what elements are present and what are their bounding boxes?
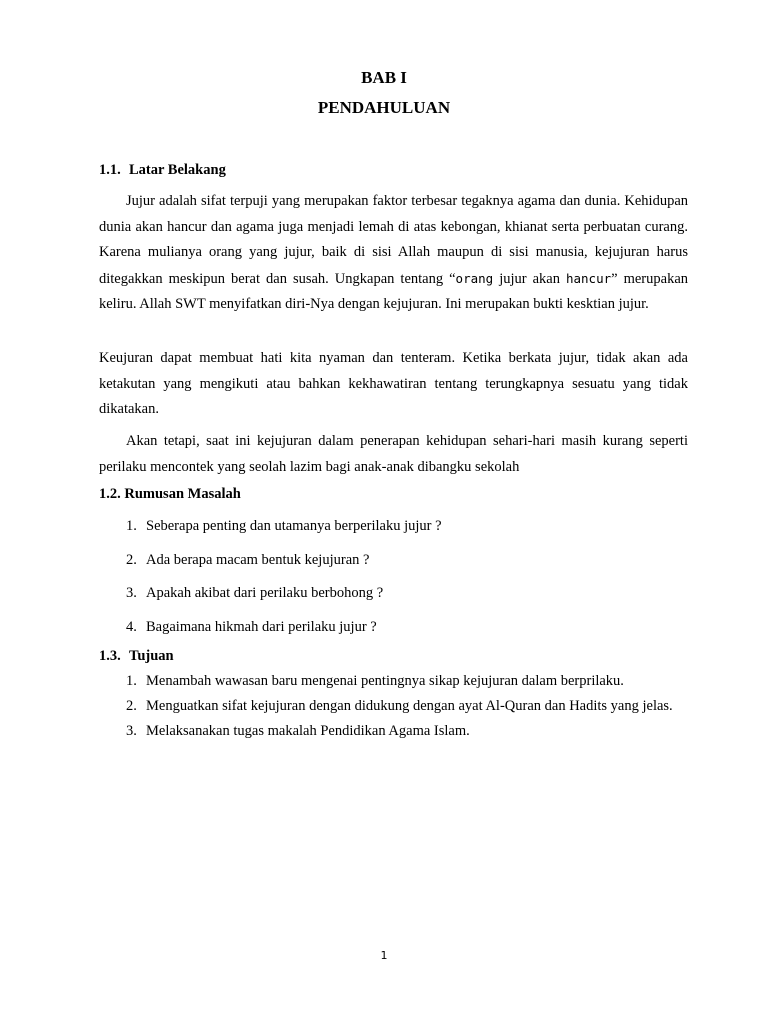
list-item [126,669,688,694]
list-item-number: 3. [126,723,137,739]
list-item-text: Apakah akibat dari perilaku berbohong ? [146,585,384,601]
list-item [126,617,688,637]
list-item-text: Ada berapa macam bentuk kejujuran ? [146,551,370,568]
section-heading-latar-belakang [99,162,226,179]
paragraph-text: jujur akan [493,270,566,287]
chapter-number: BAB I [361,68,407,87]
list-item-number: 2. [126,551,137,568]
list-item-text: Melaksanakan tugas makalah Pendidikan Agama Islam. [146,723,470,739]
list-item [126,719,688,744]
tujuan-list [126,669,688,744]
paragraph-text: ” merupakan keliru. Allah SWT menyifatkan diri-Nya dengan kejujuran. Ini merupakan bukti kesktian jujur. [99,270,689,312]
section-heading-tujuan [99,648,174,665]
list-item-number: 1. [126,673,137,689]
paragraph-latar-1 [99,189,688,318]
section-number: 1.1. [99,162,121,178]
chapter-title: PENDAHULUAN [317,98,451,117]
list-item [126,694,688,719]
list-item [126,583,688,603]
list-item-number: 2. [126,698,137,714]
quoted-word: orang [455,270,494,286]
section-title: Latar Belakang [129,162,226,178]
list-item-text: Bagaimana hikmah dari perilaku jujur ? [146,618,377,635]
section-title: Tujuan [129,648,174,664]
paragraph-text: Jujur adalah sifat terpuji yang merupakan faktor terbesar tegaknya agama dan dunia. Kehidupan dunia akan hancur dan agama juga menjadi lemah di atas kebongan, khianat serta perbuatan curang. Karena mulianya orang yang jujur, baik di sisi Allah maupun di sisi manusia, kejujuran harus ditegakkan meskipun berat dan susah. Ungkapan tentang “ [99,193,688,287]
section-number: 1.3. [99,648,121,664]
page-number: 1 [380,949,388,962]
list-item-text: Seberapa penting dan utamanya berperilaku jujur ? [146,518,442,534]
list-item-number: 1. [126,518,137,534]
list-item [126,516,688,536]
list-item-number: 3. [126,585,137,601]
list-item [126,550,688,570]
paragraph-latar-2: Keujuran dapat membuat hati kita nyaman dan tenteram. Ketika berkata jujur, tidak akan ada ketakutan yang mengikuti atau bahkan kekhawatiran tentang terungkapnya sesuatu yang tidak dikatakan. [99,350,688,417]
list-item-text: Menambah wawasan baru mengenai pentingnya sikap kejujuran dalam berprilaku. [146,673,624,689]
paragraph-latar-3: Akan tetapi, saat ini kejujuran dalam penerapan kehidupan sehari-hari masih kurang seperti perilaku mencontek yang seolah lazim bagi anak-anak dibangku sekolah [99,433,688,475]
list-item-number: 4. [126,618,137,635]
rumusan-list [126,516,688,650]
section-heading-rumusan-masalah: 1.2. Rumusan Masalah [99,486,241,502]
list-item-text: Menguatkan sifat kejujuran dengan didukung dengan ayat Al-Quran dan Hadits yang jelas. [146,698,673,714]
quoted-word: hancur [565,270,612,286]
